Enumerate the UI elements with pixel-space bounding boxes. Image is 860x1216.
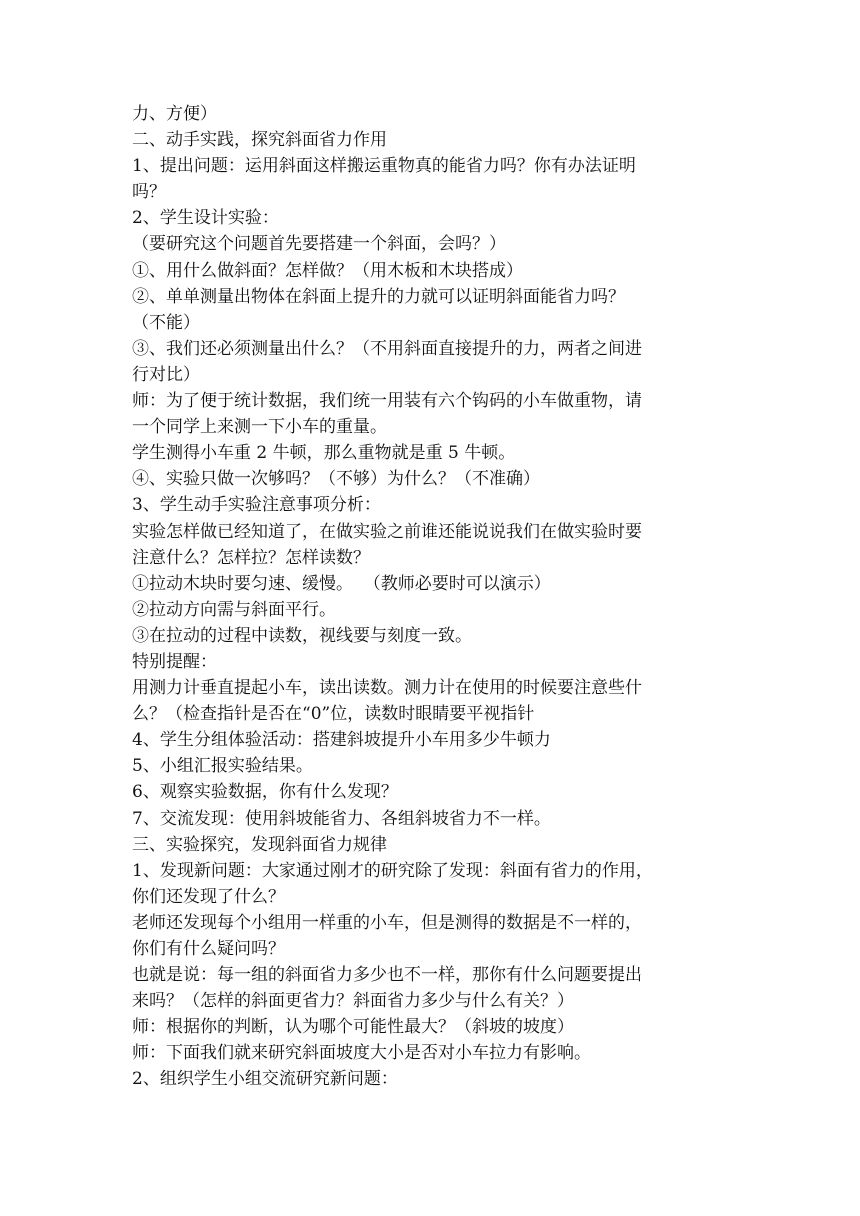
text-line: 力、方便）	[132, 104, 217, 124]
text-line: 2、组织学生小组交流研究新问题：	[132, 1069, 398, 1090]
text-line: ②、单单测量出物体在斜面上提升的力就可以证明斜面能省力吗？	[132, 286, 625, 307]
text-line: 3、学生动手实验注意事项分析：	[132, 495, 381, 516]
text-line: 4、学生分组体验活动：搭建斜坡提升小车用多少牛顿力	[132, 730, 551, 751]
document-body	[132, 101, 732, 1093]
text-line: 实验怎样做已经知道了，在做实验之前谁还能说说我们在做实验时要	[132, 521, 642, 542]
text-line: 行对比）	[132, 364, 200, 385]
text-line: 吗？	[132, 182, 166, 203]
text-line: （不能）	[132, 312, 200, 333]
text-line: 你们还发现了什么？	[132, 886, 285, 907]
text-line: 1、发现新问题：大家通过刚才的研究除了发现：斜面有省力的作用，	[132, 860, 653, 881]
text-line: 1、提出问题：运用斜面这样搬运重物真的能省力吗？你有办法证明	[132, 156, 636, 177]
text-line: 2、学生设计实验：	[132, 208, 279, 229]
text-line: 6、观察实验数据，你有什么发现？	[132, 782, 398, 803]
text-line: 你们有什么疑问吗？	[132, 939, 285, 959]
text-line: ③、我们还必须测量出什么？（不用斜面直接提升的力，两者之间进	[132, 338, 642, 359]
text-line: 7、交流发现：使用斜坡能省力、各组斜坡省力不一样。	[132, 808, 551, 829]
text-line: 也就是说：每一组的斜面省力多少也不一样，那你有什么问题要提出	[132, 965, 642, 986]
text-line: 特别提醒：	[132, 651, 217, 672]
text-line: 老师还发现每个小组用一样重的小车，但是测得的数据是不一样的，	[132, 912, 642, 933]
text-line: ②拉动方向需与斜面平行。	[132, 599, 336, 620]
text-line: 学生测得小车重 2 牛顿，那么重物就是重 5 牛顿。	[132, 443, 516, 464]
text-line: （要研究这个问题首先要搭建一个斜面，会吗？）	[132, 234, 506, 255]
text-line: ①拉动木块时要匀速、缓慢。 （教师必要时可以演示）	[132, 573, 551, 594]
text-line: 师：下面我们就来研究斜面坡度大小是否对小车拉力有影响。	[132, 1043, 591, 1064]
text-line: 师：为了便于统计数据，我们统一用装有六个钩码的小车做重物，请	[132, 391, 642, 412]
text-line: 注意什么？怎样拉？怎样读数？	[132, 547, 370, 568]
text-line: 来吗？（怎样的斜面更省力？斜面省力多少与什么有关？）	[132, 991, 574, 1012]
section-heading: 二、动手实践，探究斜面省力作用	[132, 130, 387, 151]
section-heading: 三、实验探究，发现斜面省力规律	[132, 834, 387, 855]
text-line: 用测力计垂直提起小车，读出读数。测力计在使用的时候要注意些什	[132, 678, 642, 699]
text-line: ③在拉动的过程中读数，视线要与刻度一致。	[132, 625, 472, 646]
text-line: 师：根据你的判断，认为哪个可能性最大？（斜坡的坡度）	[132, 1017, 574, 1038]
text-line: 么？（检查指针是否在“0”位，读数时眼睛要平视指针	[132, 704, 535, 725]
text-line: 5、小组汇报实验结果。	[132, 756, 313, 777]
text-line: 一个同学上来测一下小车的重量。	[132, 417, 387, 438]
text-line: ①、用什么做斜面？怎样做？（用木板和木块搭成）	[132, 260, 523, 281]
text-line: ④、实验只做一次够吗？（不够）为什么？（不准确）	[132, 469, 540, 490]
